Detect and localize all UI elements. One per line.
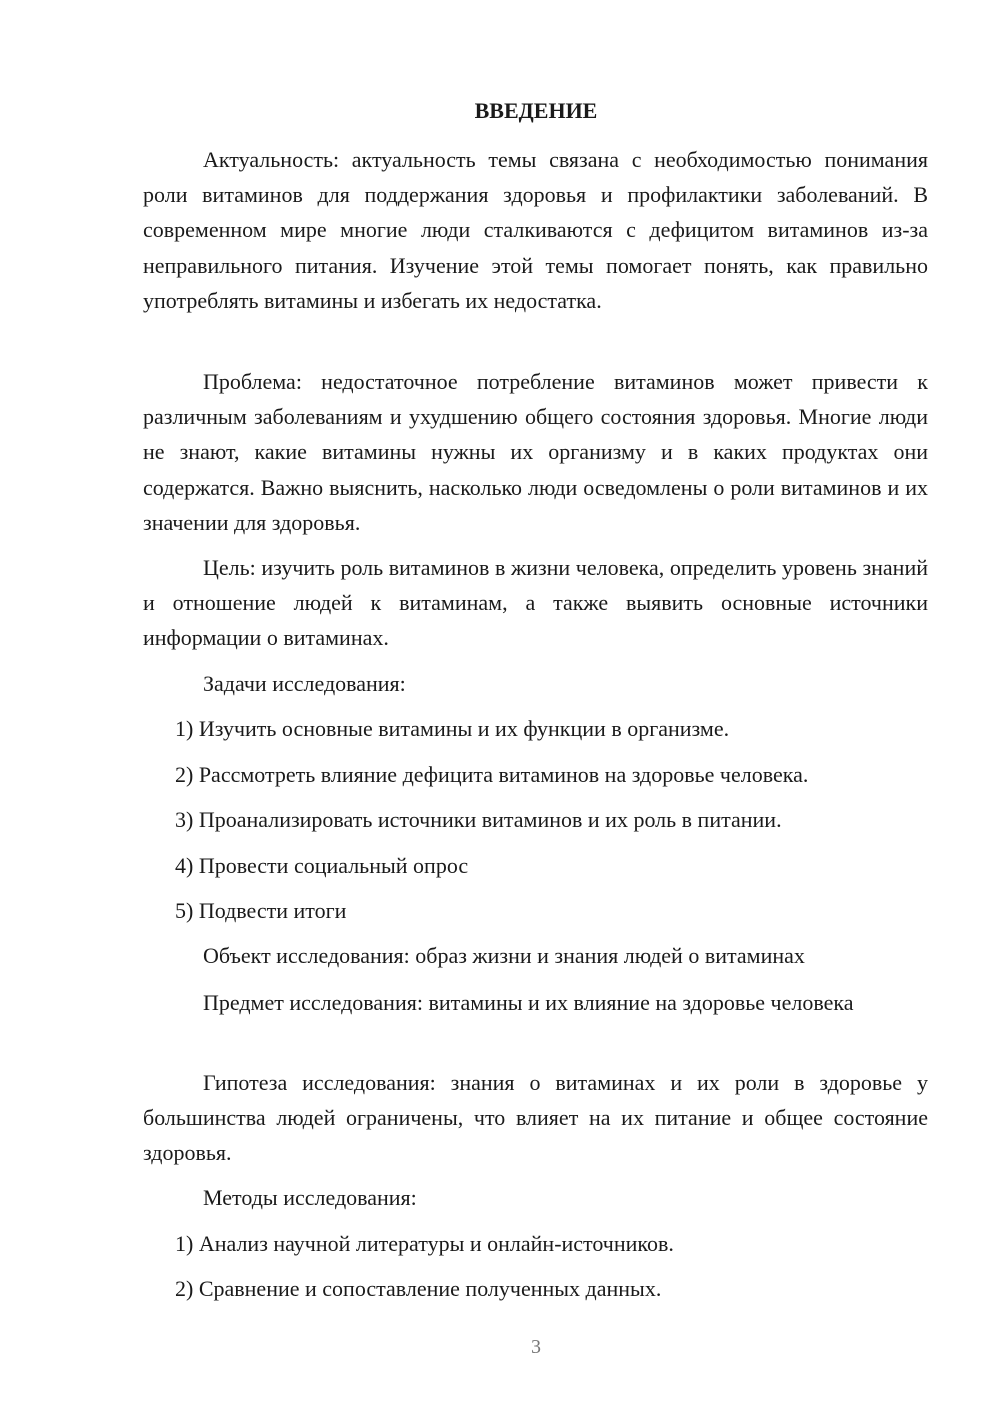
relevance-paragraph: Актуальность: актуальность темы связана с необходимостью понимания роли витаминов для поддержания здоровья и профилактики заболеваний. В современном мире многие люди сталкиваются с дефицитом витаминов из-за неправильного питания. Изучение этой темы помогает понять, как правильно употреблять витамины и избегать их недостатка.	[143, 147, 928, 313]
hypothesis-paragraph: Гипотеза исследования: знания о витаминах и их роли в здоровье у большинства людей ограничены, что влияет на их питание и общее состояние здоровья.	[143, 1070, 928, 1166]
methods-heading: Методы исследования:	[203, 1185, 417, 1210]
task-item: 1) Изучить основные витамины и их функции в организме.	[175, 716, 730, 741]
method-item: 1) Анализ научной литературы и онлайн-источников.	[175, 1231, 674, 1256]
tasks-heading: Задачи исследования:	[203, 671, 406, 696]
task-item: 3) Проанализировать источники витаминов и их роль в питании.	[175, 807, 782, 832]
research-subject: Предмет исследования: витамины и их влияние на здоровье человека	[203, 990, 854, 1015]
goal-paragraph: Цель: изучить роль витаминов в жизни человека, определить уровень знаний и отношение людей к витаминам, а также выявить основные источники информации о витаминах.	[143, 555, 928, 651]
section-title: ВВЕДЕНИЕ	[474, 98, 598, 123]
task-item: 4) Провести социальный опрос	[175, 853, 469, 878]
problem-paragraph: Проблема: недостаточное потребление витаминов может привести к различным заболеваниям и ухудшению общего состояния здоровья. Многие люди не знают, какие витамины нужны их организму и в каких продуктах они содержатся. Важно выяснить, насколько люди осведомлены о роли витаминов и их значении для здоровья.	[143, 369, 928, 535]
page-number: 3	[531, 1336, 541, 1358]
research-object: Объект исследования: образ жизни и знания людей о витаминах	[203, 943, 805, 968]
task-item: 5) Подвести итоги	[175, 898, 347, 923]
task-item: 2) Рассмотреть влияние дефицита витаминов на здоровье человека.	[175, 762, 809, 787]
method-item: 2) Сравнение и сопоставление полученных данных.	[175, 1276, 662, 1301]
